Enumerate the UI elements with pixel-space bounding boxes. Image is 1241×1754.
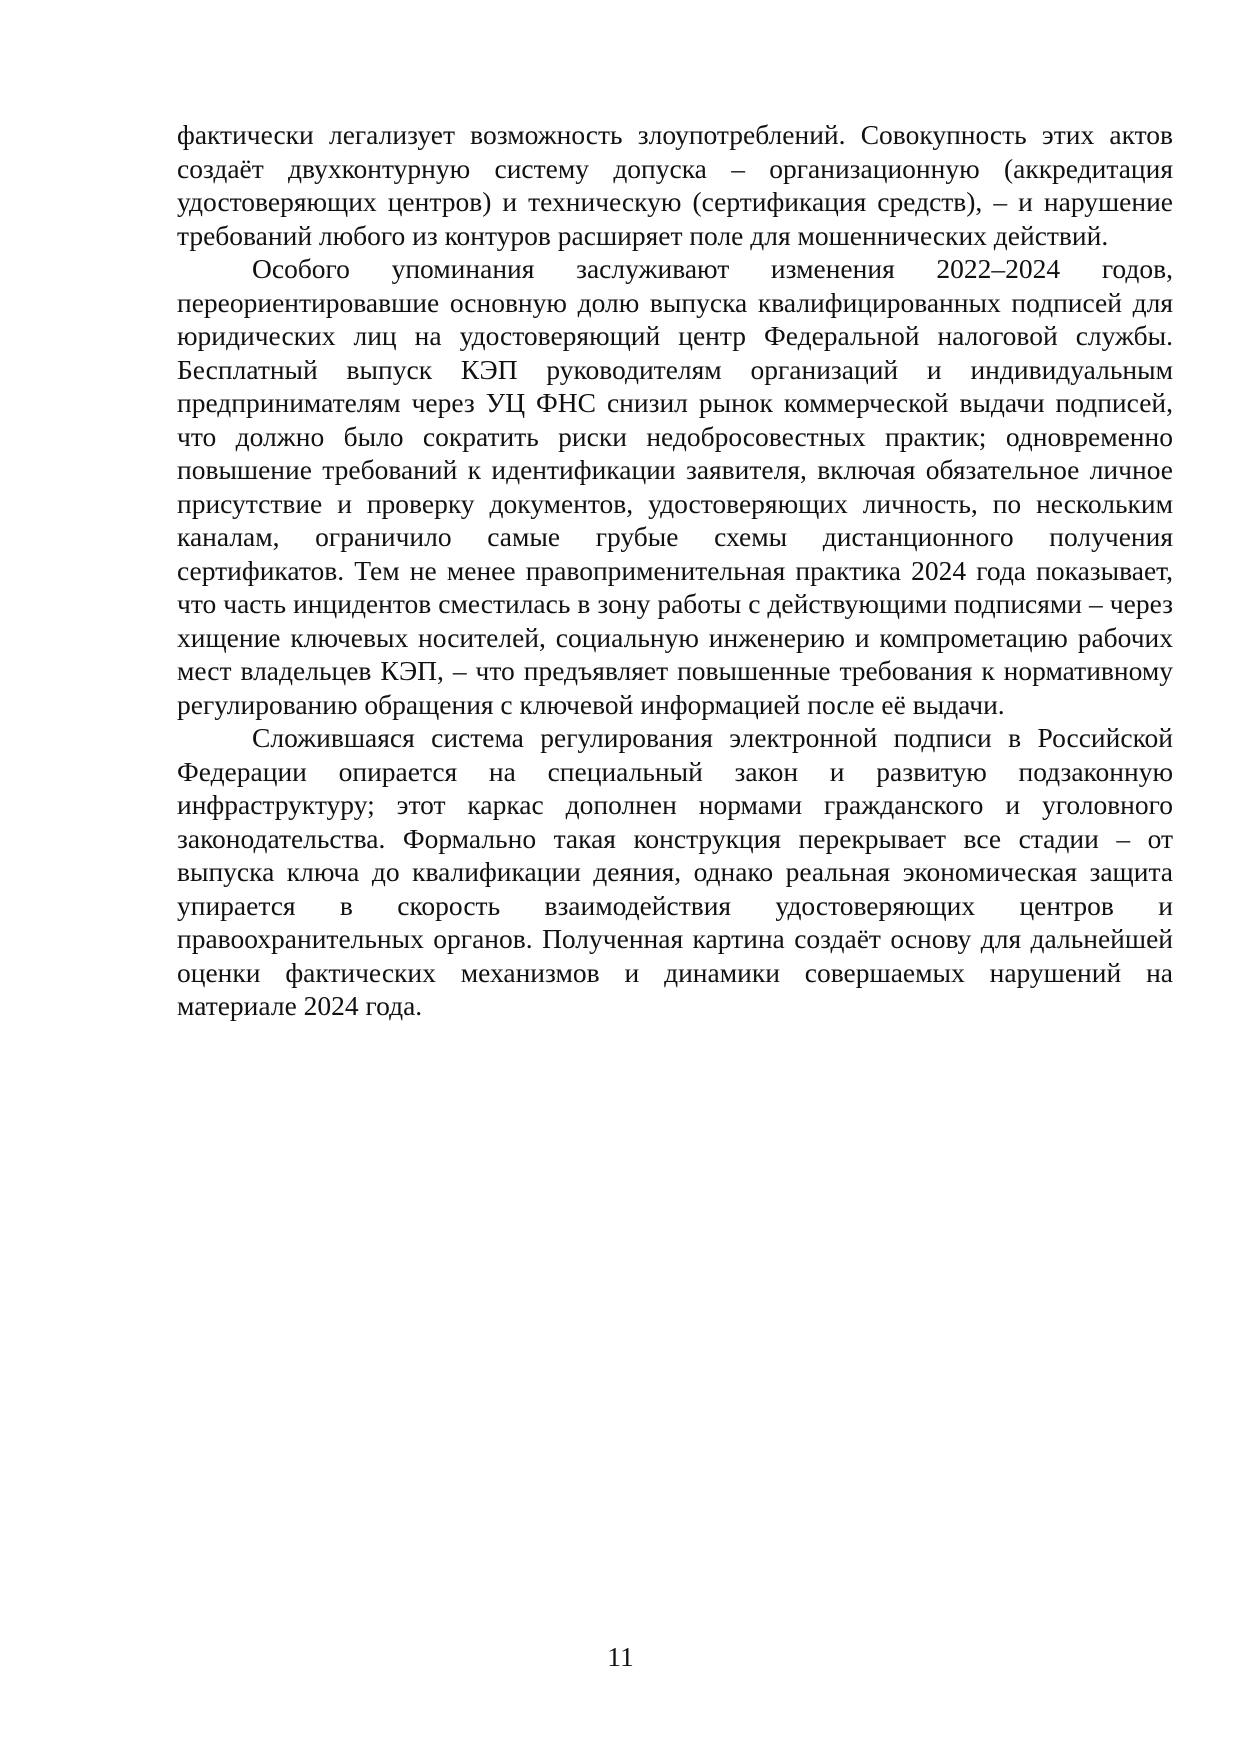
page-number: 11 (607, 1641, 634, 1672)
paragraph-3: Сложившаяся система регулирования электронной подписи в Российской Федерации опирается на специальный закон и развитую подзаконную инфраструктуру; этот каркас дополнен нормами гражданского и уголовного законодательства. Формально такая конструкция перекрывает все стадии – от выпуска ключа до квалификации деяния, однако реальная экономическая защита упирается в скорость взаимодействия удостоверяющих центров и правоохранительных органов. Полученная картина создаёт основу для дальнейшей оценки фактических механизмов и динамики совершаемых нарушений на материале 2024 года. (177, 722, 1173, 1021)
paragraph-2: Особого упоминания заслуживают изменения 2022–2024 годов, переориентировавшие основную долю выпуска квалифицированных подписей для юридических лиц на удостоверяющий центр Федеральной налоговой службы. Бесплатный выпуск КЭП руководителям организаций и индивидуальным предпринимателям через УЦ ФНС снизил рынок коммерческой выдачи подписей, что должно было сократить риски недобросовестных практик; одновременно повышение требований к идентификации заявителя, включая обязательное личное присутствие и проверку документов, удостоверяющих личность, по нескольким каналам, ограничило самые грубые схемы дистанционного получения сертификатов. Тем не менее правоприменительная практика 2024 года показывает, что часть инцидентов сместилась в зону работы с действующими подписями – через хищение ключевых носителей, социальную инженерию и компрометацию рабочих мест владельцев КЭП, – что предъявляет повышенные требования к нормативному регулированию обращения с ключевой информацией после её выдачи. (177, 253, 1173, 720)
paragraph-1: фактически легализует возможность злоупотреблений. Совокупность этих актов создаёт двухконтурную систему допуска – организационную (аккредитация удостоверяющих центров) и техническую (сертификация средств), – и нарушение требований любого из контуров расширяет поле для мошеннических действий. (177, 119, 1173, 251)
document-body (177, 118, 1173, 1023)
